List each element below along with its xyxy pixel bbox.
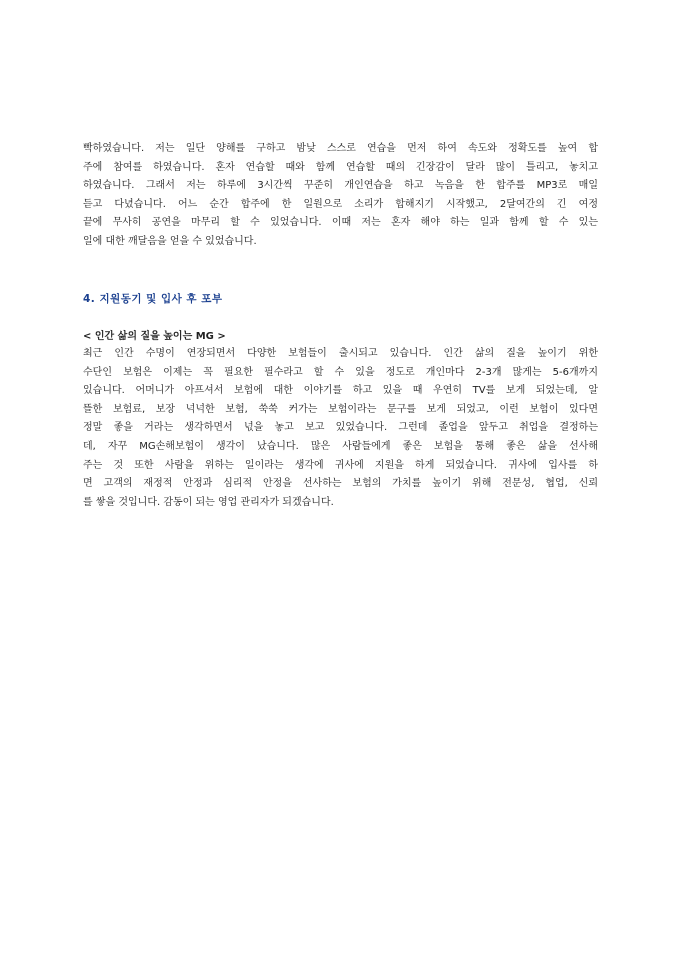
intro-paragraph: [83, 140, 598, 252]
text-line: 하였습니다. 그래서 저는 하루에 3시간씩 꾸준히 개인연습을 하고 녹음을 한 합주를 MP3로 매일: [83, 180, 598, 192]
section-subheading: < 인간 삶의 질을 높이는 MG >: [83, 331, 226, 342]
text-line: 데, 자꾸 MG손해보험이 생각이 났습니다. 많은 사람들에게 좋은 보험을 통해 좋은 삶을 선사해: [83, 440, 598, 452]
text-line: 최근 인간 수명이 연장되면서 다양한 보험들이 출시되고 있습니다. 인간 삶의 질을 높이기 위한: [83, 348, 598, 359]
text-line: 일에 대한 깨달음을 얻을 수 있었습니다.: [83, 235, 257, 247]
text-line: 빡하였습니다. 저는 일단 양해를 구하고 밤낮 스스로 연습을 먼저 하여 속도와 정확도를 높여 합: [83, 143, 598, 154]
text-line: 주에 참여를 하였습니다. 혼자 연습할 때와 함께 연습할 때의 긴장감이 달라 많이 틀리고, 놓치고: [83, 161, 598, 173]
text-line: 면 고객의 재정적 안정과 심리적 안정을 선사하는 보험의 가치를 높이기 위해 전문성, 협업, 신뢰: [83, 478, 598, 490]
text-line: 주는 것 또한 사람을 위하는 일이라는 생각에 귀사에 지원을 하게 되었습니다. 귀사에 입사를 하: [83, 459, 598, 471]
motivation-paragraph: [83, 345, 598, 512]
text-line: 수단인 보험은 이제는 꼭 필요한 필수라고 할 수 있을 정도로 개인마다 2-3개 많게는 5-6개까지: [83, 366, 598, 378]
text-line: 정말 좋을 거라는 생각하면서 넋을 놓고 보고 있었습니다. 그런데 졸업을 앞두고 취업을 결정하는: [83, 422, 598, 434]
text-line: 를 쌓을 것입니다. 감동이 되는 영업 관리자가 되겠습니다.: [83, 496, 334, 508]
text-line: 듣고 다녔습니다. 어느 순간 합주에 한 일원으로 소리가 합해지기 시작했고, 2달여간의 긴 여정: [83, 198, 598, 210]
text-line: 뜰한 보험료, 보장 넉넉한 보험, 쑥쑥 커가는 보험이라는 문구를 보게 되었고, 이런 보험이 있다면: [83, 403, 598, 415]
section-heading: 4. 지원동기 및 입사 후 포부: [83, 293, 223, 305]
text-line: 있습니다. 어머니가 아프셔서 보험에 대한 이야기를 하고 있을 때 우연히 TV를 보게 되었는데, 알: [83, 385, 598, 397]
text-line: 끝에 무사히 공연을 마무리 할 수 있었습니다. 이때 저는 혼자 해야 하는 일과 함께 할 수 있는: [83, 217, 598, 229]
